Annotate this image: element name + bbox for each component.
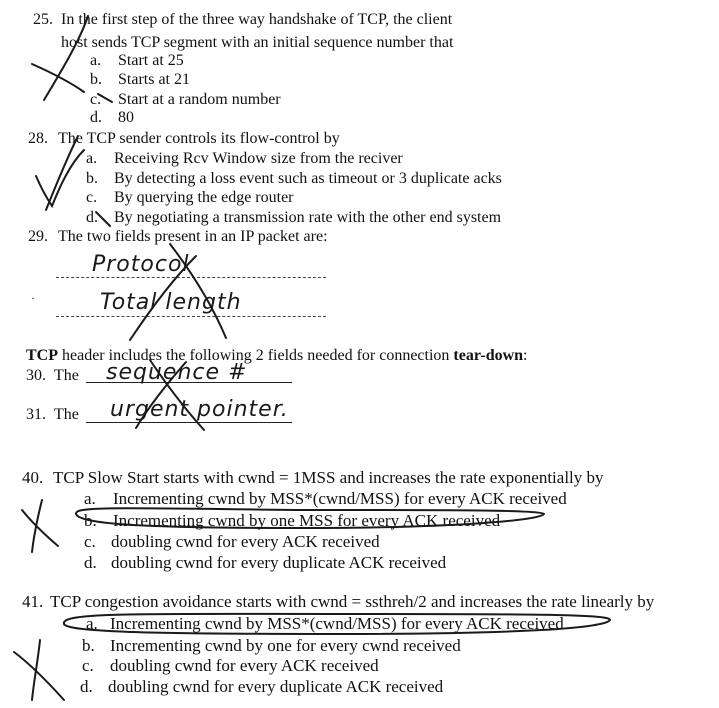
q28-option-d-text: By negotiating a transmission rate with the other end system [114, 209, 502, 226]
tcp-header-statement: TCP header includes the following 2 fields needed for connection tear-down: [26, 347, 528, 364]
q40-option-c-letter: c. [84, 532, 96, 551]
q28-question: The TCP sender controls its flow-control by [58, 130, 340, 147]
q28-cross-mark [46, 136, 78, 210]
q28-option-c-text: By querying the edge router [114, 189, 294, 206]
q41-option-d-text: doubling cwnd for every duplicate ACK received [108, 677, 444, 696]
q29-handwritten-answer-1: Protocol [92, 252, 190, 277]
q25-option-b-letter: b. [90, 71, 102, 88]
q28-option-c-letter: c. [86, 189, 98, 206]
bullet-dot: · [31, 291, 35, 305]
q31-number: 31. [26, 406, 46, 423]
q40-option-b-letter: b. [84, 511, 97, 530]
q25-option-a-text: Start at 25 [118, 52, 184, 69]
q41-option-c-letter: c. [82, 656, 94, 675]
q28-option-b-letter: b. [86, 170, 98, 187]
q41-cross-mark-2 [32, 640, 40, 700]
q30-number: 30. [26, 367, 46, 384]
q25-option-b-text: Starts at 21 [118, 71, 190, 88]
q40-option-b-text: Incrementing cwnd by one MSS for every ACK received [113, 511, 501, 530]
q31-handwritten-answer: urgent pointer. [110, 397, 289, 422]
q40-option-c-text: doubling cwnd for every ACK received [111, 532, 380, 551]
q29-answer-line-2 [56, 316, 326, 317]
q41-option-d-letter: d. [80, 677, 93, 696]
q28-option-a-letter: a. [86, 150, 98, 167]
q28-option-b-text: By detecting a loss event such as timeout or 3 duplicate acks [114, 170, 502, 187]
q25-option-a-letter: a. [90, 52, 102, 69]
q25-number: 25. [33, 11, 53, 28]
q41-option-a-text: Incrementing cwnd by MSS*(cwnd/MSS) for every ACK received [110, 614, 564, 633]
q25-question-line2: host sends TCP segment with an initial sequence number that [61, 34, 454, 51]
q30-answer-line [86, 382, 292, 383]
q29-question: The two fields present in an IP packet are: [58, 228, 328, 245]
q25-option-d-letter: d. [90, 109, 102, 126]
q25-option-c-text: Start at a random number [118, 91, 281, 108]
q41-option-c-text: doubling cwnd for every ACK received [110, 656, 379, 675]
q29-answer-line-1 [56, 277, 326, 278]
q31-prefix: The [54, 406, 79, 423]
q25-option-c-letter: c. [90, 91, 102, 108]
q30-handwritten-answer: sequence # [106, 360, 248, 385]
q40-question: TCP Slow Start starts with cwnd = 1MSS and increases the rate exponentially by [53, 468, 604, 487]
q40-option-a-text: Incrementing cwnd by MSS*(cwnd/MSS) for every ACK received [113, 489, 567, 508]
q40-cross-mark-2 [32, 500, 42, 552]
q25-cross-mark-2 [32, 64, 84, 92]
q25-cross-mark [44, 16, 88, 100]
q28-d-slash [96, 212, 110, 226]
q30-prefix: The [54, 367, 79, 384]
q28-option-d-letter: d. [86, 209, 98, 226]
q29-handwritten-answer-2: Total length [100, 290, 242, 315]
q41-option-b-letter: b. [82, 636, 95, 655]
q31-answer-line [86, 422, 292, 423]
q40-number: 40. [22, 468, 44, 487]
q40-option-d-letter: d. [84, 553, 97, 572]
q40-option-d-text: doubling cwnd for every duplicate ACK received [111, 553, 447, 572]
q40-cross-mark [22, 510, 58, 546]
q41-number: 41. [22, 592, 44, 611]
q28-option-a-text: Receiving Rcv Window size from the reciver [114, 150, 403, 167]
q25-question-line1: In the first step of the three way handshake of TCP, the client [61, 11, 453, 28]
q40-option-a-letter: a. [84, 489, 96, 508]
q25-option-d-text: 80 [118, 109, 134, 126]
q29-number: 29. [28, 228, 48, 245]
q28-check-mark [36, 150, 84, 206]
q41-option-b-text: Incrementing cwnd by one for every cwnd received [110, 636, 461, 655]
q28-number: 28. [28, 130, 48, 147]
q41-question: TCP congestion avoidance starts with cwnd = ssthreh/2 and increases the rate linearly by [50, 592, 655, 611]
q41-cross-mark [14, 652, 64, 700]
q41-option-a-letter: a. [86, 614, 98, 633]
